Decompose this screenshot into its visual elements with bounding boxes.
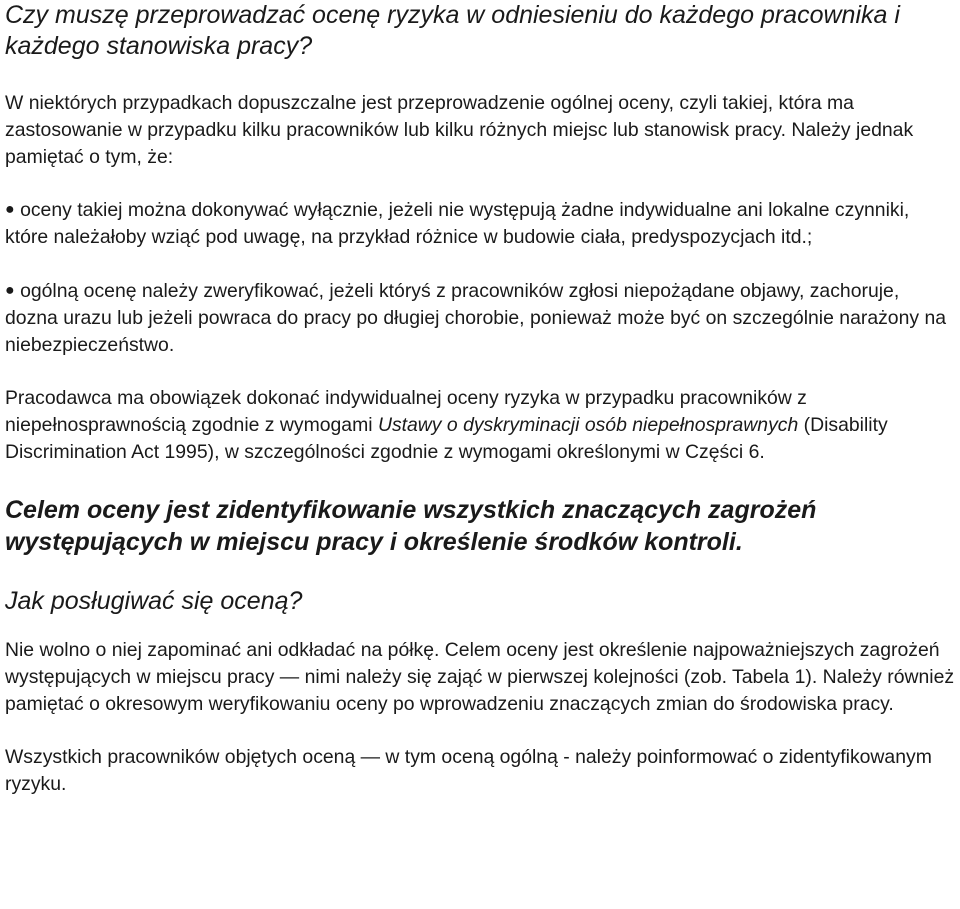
- employer-text-part1: Pracodawca ma obowiązek dokonać indywidualnej oceny ryzyka w przypadku pracowników z niepełnosprawnością zgodnie z wymogami: [5, 387, 807, 436]
- bullet-item: [5, 196, 957, 251]
- bullet-text: ogólną ocenę należy zweryfikować, jeżeli któryś z pracowników zgłosi niepożądane objawy, zachoruje, dozna urazu lub jeżeli powraca do pracy po długiej chorobie, ponieważ może być on szczególnie narażony na niebezpieczeństwo.: [5, 280, 947, 356]
- bullet-item: [5, 277, 957, 359]
- bullet-icon: ●: [5, 282, 15, 299]
- intro-paragraph: W niektórych przypadkach dopuszczalne jest przeprowadzenie ogólnej oceny, czyli takiej, która ma zastosowanie w przypadku kilku pracowników lub kilku różnych miejsc lub stanowisk pracy. Należy jednak pamiętać o tym, że:: [5, 92, 914, 168]
- usage-heading: Jak posługiwać się oceną?: [5, 587, 303, 615]
- question-heading: Czy muszę przeprowadzać ocenę ryzyka w odniesieniu do każdego pracownika i każdego stanowiska pracy?: [5, 1, 900, 60]
- bullet-text: oceny takiej można dokonywać wyłącznie, jeżeli nie występują żadne indywidualne ani lokalne czynniki, które należałoby wziąć pod uwagę, na przykład różnice w budowie ciała, predyspozycjach itd.;: [5, 199, 910, 248]
- all-workers-paragraph: Wszystkich pracowników objętych oceną — w tym oceną ogólną - należy poinformować o zidentyfikowanym ryzyku.: [5, 746, 932, 795]
- usage-paragraph: Nie wolno o niej zapominać ani odkładać na półkę. Celem oceny jest określenie najpoważniejszych zagrożeń występujących w miejscu pracy — nimi należy się zająć w pierwszej kolejności (zob. Tabela 1). Należy również pamiętać o okresowym weryfikowaniu oceny po wprowadzeniu znaczących zmian do środowiska pracy.: [5, 639, 955, 715]
- goal-statement: Celem oceny jest zidentyfikowanie wszystkich znaczących zagrożeń występujących w miejscu pracy i określenie środków kontroli.: [5, 496, 817, 556]
- document-page: [5, 0, 957, 798]
- employer-text-part2: (Disability Discrimination Act 1995), w szczególności zgodnie z wymogami określonymi w Części 6.: [5, 414, 888, 463]
- act-title: Ustawy o dyskryminacji osób niepełnosprawnych: [377, 414, 799, 436]
- bullet-icon: ●: [5, 201, 15, 218]
- employer-paragraph: [5, 385, 957, 466]
